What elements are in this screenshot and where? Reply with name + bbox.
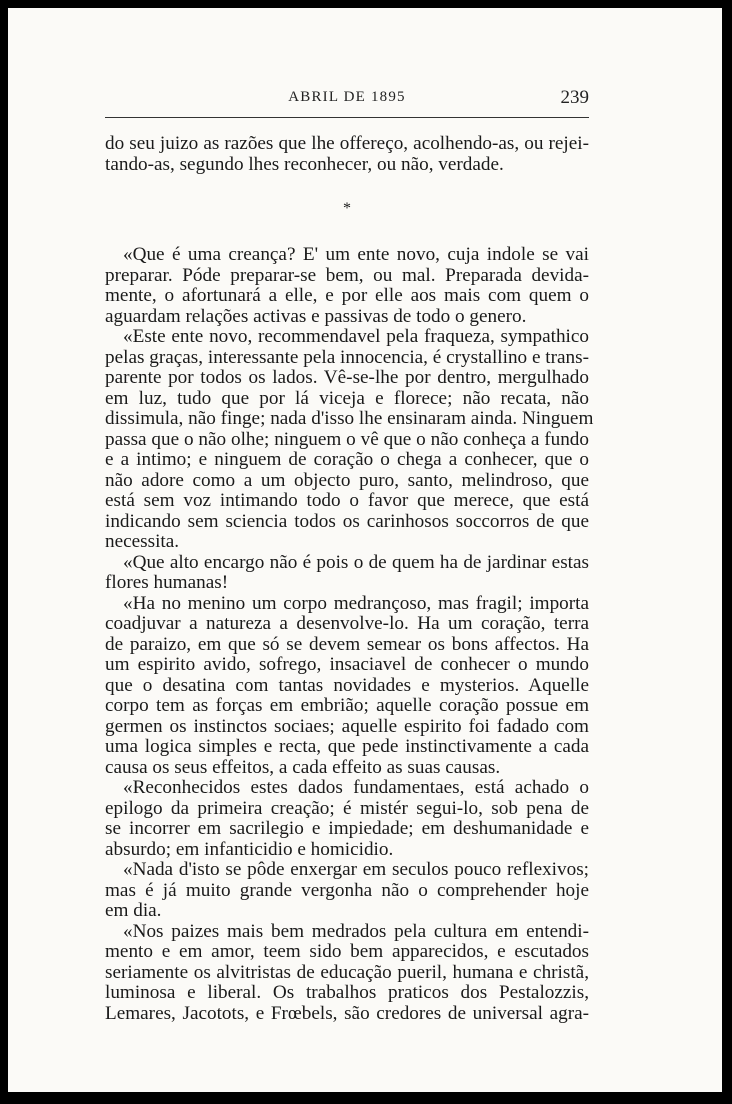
text-line: aguardam relações activas e passivas de todo o genero. — [105, 305, 527, 327]
text-line: preparar. Póde preparar-se bem, ou mal. Preparada devida- — [105, 264, 589, 286]
paragraph — [105, 860, 589, 922]
text-line: epilogo da primeira creação; é mistér segui-lo, sob pena de — [105, 797, 589, 819]
text-line: um espirito avido, sofrego, insaciavel de conhecer o mundo — [105, 654, 589, 675]
text-line: pelas graças, interessante pela innocencia, é crystallino e trans- — [105, 346, 589, 368]
text-line: coadjuvar a natureza a desenvolve-lo. Ha um coração, terra — [105, 613, 589, 634]
text-line: mas é já muito grande vergonha não o comprehender hoje — [105, 879, 589, 901]
text-line: luminosa e liberal. Os trabalhos praticos dos Pestalozzis, — [105, 982, 589, 1003]
text-line: em dia. — [105, 900, 162, 921]
text-line: «Nada d'isto se pôde enxergar em seculos pouco reflexivos; — [123, 859, 589, 880]
text-line: parente por todos os lados. Vê-se-lhe por dentro, mergulhado — [105, 367, 589, 388]
text-line: se incorrer em sacrilegio e impiedade; em deshumanidade e — [105, 818, 589, 839]
text-line: necessita. — [105, 531, 180, 552]
paragraph — [105, 594, 589, 779]
text-line: do seu juizo as razões que lhe offereço, acolhendo-as, ou rejei- — [105, 133, 589, 154]
text-line: não adore como a um objecto puro, santo, melindroso, que — [105, 469, 589, 491]
text-line: uma logica simples e recta, que pede instinctivamente a cada — [105, 736, 589, 757]
page-number: 239 — [560, 87, 589, 108]
text-line: «Que alto encargo não é pois o de quem ha de jardinar estas — [123, 551, 589, 573]
header-rule — [105, 117, 589, 118]
paragraphs — [105, 244, 594, 1024]
text-line: flores humanas! — [105, 572, 229, 593]
text-line: corpo tem as forças em embrião; aquelle coração possue em — [105, 695, 589, 716]
text-line: está sem voz intimando todo o favor que merece, que está — [105, 490, 589, 511]
text-line: germen os instinctos sociaes; aquelle espirito foi fadado com — [105, 715, 589, 737]
running-title: ABRIL DE 1895 — [288, 89, 406, 105]
text-line: absurdo; em infanticidio e homicidio. — [105, 838, 394, 860]
text-line: «Este ente novo, recommendavel pela fraqueza, sympathico — [123, 326, 589, 347]
book-page — [8, 8, 722, 1092]
text-line: dissimula, não finge; nada d'isso lhe ensinaram ainda. Ninguem — [105, 408, 594, 429]
page-header — [105, 87, 589, 117]
text-line: de paraizo, em que só se devem semear os bons affectos. Ha — [105, 633, 589, 655]
text-line: causa os seus effeitos, a cada effeito as suas causas. — [105, 756, 501, 778]
text-line: «Ha no menino um corpo medrançoso, mas fragil; importa — [123, 592, 589, 614]
text-line: e a intimo; e ninguem de coração o chega a conhecer, que o — [105, 449, 589, 470]
paragraph — [105, 553, 589, 594]
text-line: seriamente os alvitristas de educação pueril, humana e christã, — [105, 961, 589, 983]
text-line: «Nos paizes mais bem medrados pela cultura em entendi- — [123, 920, 589, 942]
text-line: «Reconhecidos estes dados fundamentaes, está achado o — [123, 777, 589, 798]
text-line: tando-as, segundo lhes reconhecer, ou não, verdade. — [105, 153, 504, 175]
text-line: indicando sem sciencia todos os carinhosos soccorros de que — [105, 510, 589, 532]
text-line: que o desatina com tantas novidades e mysterios. Aquelle — [105, 674, 589, 696]
paragraph — [105, 922, 589, 1025]
paragraph — [105, 326, 594, 553]
text-line: em luz, tudo que por lá viceja e florece; não recata, não — [105, 387, 589, 409]
text-line: «Que é uma creança? E' um ente novo, cuja indole se vai — [123, 244, 589, 265]
text-line: mento e em amor, teem sido bem apparecidos, e escutados — [105, 941, 589, 962]
body-text — [105, 133, 594, 1024]
intro-paragraph — [105, 134, 589, 175]
text-line: passa que o não olhe; ninguem o vê que o não conheça a fundo — [105, 428, 589, 450]
paragraph — [105, 778, 589, 860]
section-asterism: * — [343, 200, 351, 217]
paragraph — [105, 245, 589, 327]
text-line: Lemares, Jacotots, e Frœbels, são credores de universal agra- — [105, 1002, 589, 1024]
text-line: mente, o afortunará a elle, e por elle aos mais com quem o — [105, 285, 589, 306]
